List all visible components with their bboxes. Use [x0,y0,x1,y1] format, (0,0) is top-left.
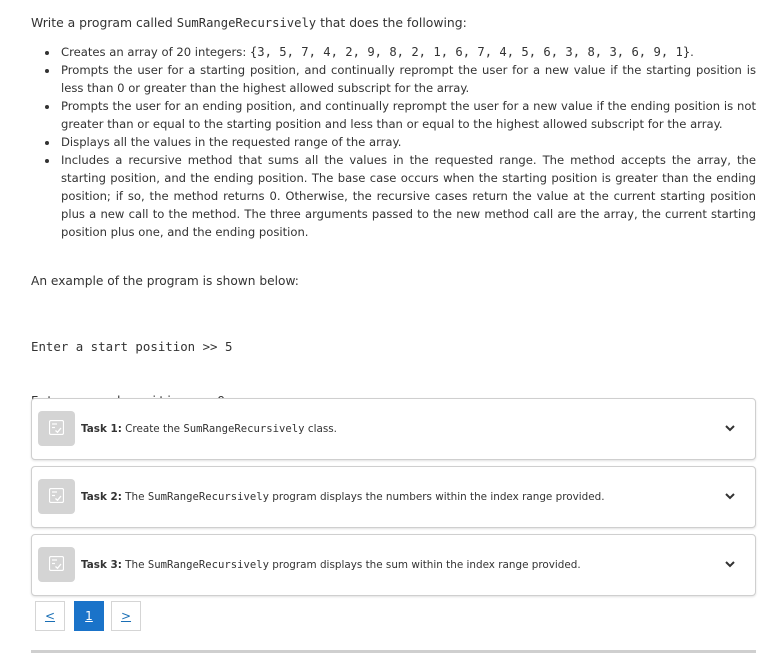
list-item: Includes a recursive method that sums all the values in the requested range. The method accepts the array, the starting position, and the ending position. The base case occurs when the starting position is greater than the ending position; if so, the method returns 0. Otherwise, the recursive cases return the value at the current starting position plus a new call to the method. The three arguments passed to the new method call are the array, the current starting position plus one, and the ending position. [61,153,756,239]
example-intro: An example of the program is shown below: [31,274,299,288]
page-1-button[interactable]: 1 [74,601,104,631]
list-item: Creates an array of 20 integers: {3, 5, 7, 4, 2, 9, 8, 2, 1, 6, 7, 4, 5, 6, 3, 8, 3, 6, 9, 1}. [61,43,756,61]
checklist-icon [38,411,75,446]
task-2-description: Task 2: The SumRangeRecursively program displays the numbers within the index range provided. [81,491,605,503]
chevron-down-icon[interactable] [723,557,737,571]
chevron-down-icon[interactable] [723,489,737,503]
array-literal: {3, 5, 7, 4, 2, 9, 8, 2, 1, 6, 7, 4, 5, 6, 3, 8, 3, 6, 9, 1} [249,45,691,59]
task-3-panel[interactable] [31,534,756,596]
next-page-button[interactable]: > [111,601,141,631]
requirements-list [31,43,756,241]
task-1-panel[interactable] [31,398,756,460]
intro-text: Write a program called SumRangeRecursively that does the following: [31,15,467,30]
prev-page-button[interactable]: < [35,601,65,631]
bottom-divider [31,650,756,653]
code-line: Enter a start position >> 5 [31,339,233,354]
list-item: Prompts the user for an ending position, and continually reprompt the user for a new value if the ending position is not greater than or equal to the starting position and less than or equal to the highest allowed subscript for the array. [61,99,756,131]
checklist-icon [38,479,75,514]
chevron-down-icon[interactable] [723,421,737,435]
list-item: Prompts the user for a starting position, and continually reprompt the user for a new value if the starting position is less than 0 or greater than the highest allowed subscript for the array. [61,63,756,95]
task-1-description: Task 1: Create the SumRangeRecursively class. [81,423,337,435]
task-2-panel[interactable] [31,466,756,528]
list-item: Displays all the values in the requested range of the array. [61,133,756,151]
checklist-icon [38,547,75,582]
program-name: SumRangeRecursively [176,16,317,30]
task-3-description: Task 3: The SumRangeRecursively program displays the sum within the index range provided. [81,559,581,571]
